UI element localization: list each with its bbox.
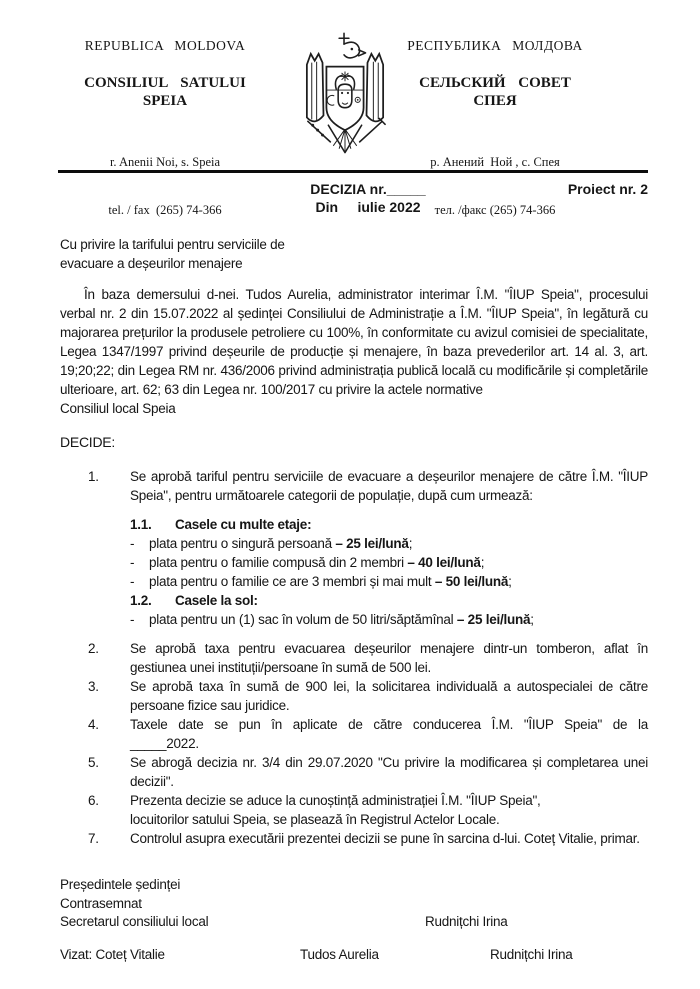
council-name-ro <box>38 74 292 110</box>
secretary-name: Rudnițchi Irina <box>425 914 508 929</box>
council-name-ru-line2: СПЕЯ <box>473 93 517 109</box>
decision-item-line2: locuitorilor satului Speia, se plasează în Registrul Actelor Locale. <box>130 812 500 827</box>
tariff-text: plata pentru o singură persoană <box>149 536 336 551</box>
tariff-item <box>130 572 648 591</box>
address-ro-line: r. Anenii Noi, s. Speia <box>109 155 221 169</box>
tariff-price: – 50 lei/lună <box>434 574 509 589</box>
tariff-text: plata pentru o familie compusă din 2 membri <box>149 555 408 570</box>
decision-item-5 <box>60 753 648 791</box>
decision-item-text: Se aprobă taxa pentru evacuarea deșeurilor menajere dintr-un tomberon, aflat în gestiunea unei instituții/persoane în sumă de 500 lei. <box>130 641 648 675</box>
tariff-item <box>130 610 648 629</box>
tariff-section-2-heading <box>130 591 648 610</box>
tariff-section-title: Casele cu multe etaje: <box>175 517 312 532</box>
signature-vizat <box>60 946 648 965</box>
tariff-item-text <box>149 610 534 629</box>
decision-date: Din iulie 2022 <box>315 199 421 215</box>
tariff-item <box>130 534 648 553</box>
vizat-name-1: Vizat: Coteț Vitalie <box>60 946 165 962</box>
decision-item-2 <box>60 639 648 677</box>
signature-chairman: Președintele ședinței <box>60 877 181 892</box>
moldova-coat-of-arms-icon <box>301 30 389 155</box>
tariff-section-title: Casele la sol: <box>175 593 258 608</box>
decision-item-number: 7. <box>88 831 99 846</box>
decision-title-block <box>0 181 700 223</box>
signature-secretary <box>60 913 648 932</box>
tariff-punct: ; <box>480 555 485 570</box>
decision-item-6 <box>60 791 648 829</box>
decision-item-number: 6. <box>88 793 99 808</box>
country-name-ru: РЕСПУБЛИКА МОЛДОВА <box>407 38 583 53</box>
council-line: Consiliul local Speia <box>60 401 176 416</box>
decision-item-number: 2. <box>88 641 99 656</box>
decision-item-number: 1. <box>88 469 99 484</box>
spacer <box>60 932 648 946</box>
decision-item-3 <box>60 677 648 715</box>
decision-item-text: Controlul asupra executării prezentei decizii se pune în sarcina d-lui. Coteț Vitalie, primar. <box>130 831 640 846</box>
tariff-price: – 40 lei/lună <box>407 555 481 570</box>
tariff-item-text <box>149 553 484 572</box>
decision-item-text: Se aprobă taxa în sumă de 900 lei, la solicitarea individuală a autospecialei de către persoane fizice sau juridice. <box>130 679 648 713</box>
tariff-punct: ; <box>508 574 512 589</box>
vizat-name-2: Tudos Aurelia <box>300 946 379 962</box>
bullet-dash: - <box>130 536 135 551</box>
decision-list <box>60 467 648 848</box>
vizat-name-3: Rudnițchi Irina <box>490 946 573 962</box>
subject-line1: Cu privire la tarifului pentru serviciile de <box>60 237 285 252</box>
council-name-ru <box>386 74 604 110</box>
phone-ru-line: тел. /факс (265) 74-366 <box>434 203 556 217</box>
tariff-price: – 25 lei/lună <box>335 536 409 551</box>
tariff-section-1-heading <box>130 515 648 534</box>
tariff-block <box>130 515 648 629</box>
tariff-punct: ; <box>530 612 534 627</box>
decision-item-text <box>130 791 648 829</box>
secretary-title: Secretarul consiliului local <box>60 914 209 929</box>
country-name-ro: REPUBLICA MOLDOVA <box>84 38 246 53</box>
decision-item-number: 5. <box>88 755 99 770</box>
signature-block <box>60 876 648 964</box>
decision-item-text: Se aprobă tariful pentru serviciile de evacuare a deșeurilor menajere de către Î.M. "ÎIUP Speia", pentru următoarele categorii de populație, după cum urmează: <box>130 469 648 503</box>
tariff-section-number: 1.1. <box>130 517 152 532</box>
tariff-price: – 25 lei/lună <box>456 612 531 627</box>
decision-item-line2: _____2022. <box>130 736 199 751</box>
decision-item-line1: Prezenta decizie se aduce la cunoștință administrației Î.M. "ÎIUP Speia", <box>130 793 541 808</box>
decision-item-number: 3. <box>88 679 99 694</box>
tariff-section-number: 1.2. <box>130 593 152 608</box>
decision-item-4 <box>60 715 648 753</box>
tariff-punct: ; <box>408 536 413 551</box>
council-name-ru-line1: СЕЛЬСКИЙ СОВЕТ <box>419 75 571 91</box>
decision-item-text: Se abrogă decizia nr. 3/4 din 29.07.2020 "Cu privire la modificarea și completarea unei decizii". <box>130 755 648 789</box>
tariff-item-text <box>149 572 512 591</box>
signature-countersigned: Contrasemnat <box>60 895 142 911</box>
bullet-dash: - <box>130 574 135 589</box>
tariff-text: plata pentru o familie ce are 3 membri și mai mult <box>149 574 435 589</box>
tariff-item <box>130 553 648 572</box>
phone-ro-line: tel. / fax (265) 74-366 <box>108 203 222 217</box>
decision-item-1 <box>60 467 648 505</box>
council-name-ro-line2: SPEIA <box>142 93 188 109</box>
subject-line2: evacuare a deșeurilor menajere <box>60 256 243 271</box>
preamble-paragraph: În baza demersului d-nei. Tudos Aurelia, administrator interimar Î.M. "ÎIUP Speia", procesului verbal nr. 2 din 15.07.2022 al ședinței Consiliului de Administrație a Î.M. "ÎIUP Speia", în legătură cu majorarea prețurilor la produsele petroliere cu 100%, în conformitate cu avizul comisiei de specialitate, Legea 1347/1997 privind deșeurile de producție și menajere, în baza prevederilor art. 14 al. 3, art. 19;20;22; din Legea RM nr. 436/2006 privind administrația publică locală cu modificările și completările ulterioare, art. 62; 63 din Legea nr. 100/2017 cu privire la actele normative <box>60 287 648 397</box>
decision-number-title: DECIZIA nr._____ <box>310 181 426 197</box>
address-ru-line: р. Анений Ной , с. Спея <box>430 155 560 169</box>
project-number: Proiect nr. 2 <box>567 181 648 197</box>
decision-item-7 <box>60 829 648 848</box>
decision-item-text <box>130 715 648 753</box>
bullet-dash: - <box>130 612 135 627</box>
bullet-dash: - <box>130 555 135 570</box>
decision-item-number: 4. <box>88 717 99 732</box>
tariff-item-text <box>149 534 412 553</box>
decide-heading: DECIDE: <box>60 434 116 450</box>
decision-item-line1: Taxele date se pun în aplicate de către conducerea Î.M. "ÎIUP Speia" de la <box>130 717 648 732</box>
council-name-ro-line1: CONSILIUL SATULUI <box>84 75 246 91</box>
tariff-text: plata pentru un (1) sac în volum de 50 litri/săptămînal <box>149 612 457 627</box>
